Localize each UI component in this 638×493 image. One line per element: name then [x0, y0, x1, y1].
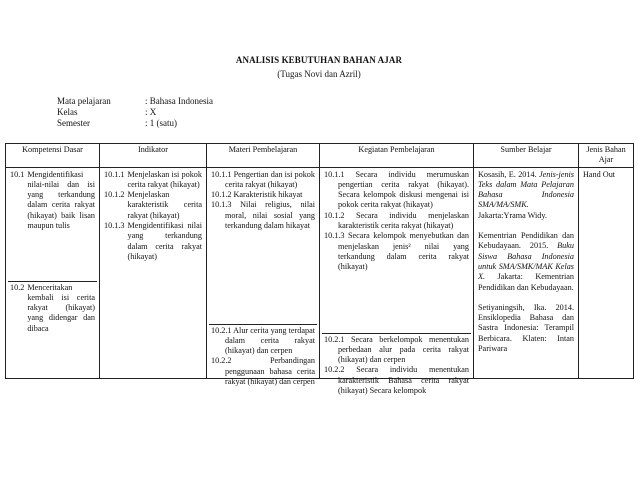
cell-jenis-bahan-ajar — [579, 167, 634, 378]
indicator-item — [104, 221, 202, 262]
subject-info — [57, 96, 213, 129]
source-publisher: Jakarta: Kementrian Pendidikan dan Kebudayaan. — [478, 272, 574, 292]
meta-value: : X — [145, 107, 157, 117]
cell-kompetensi-dasar — [6, 167, 100, 378]
kegiatan-item: 10.2.2 Secara individu menentukan karakteristik Bahasa cerita rakyat (hikayat) Secara kelompok — [324, 365, 469, 396]
materi-item: 10.2.2 Perbandingan penggunaan bahasa cerita rakyat (hikayat) dan cerpen — [211, 356, 315, 387]
source-publisher: Jakarta:Yrama Widy. — [478, 210, 548, 220]
kd-number: 10.1 — [10, 169, 25, 179]
source-title: Buku Siswa Bahasa Indonesia untuk SMA/SMK/MAK Kelas X. — [478, 241, 574, 282]
meta-label: Semester — [57, 118, 90, 128]
kd-text: Menceritakan kembali isi cerita rakyat (hikayat) yang didengar dan dibaca — [27, 282, 95, 333]
header-indikator: Indikator — [100, 144, 207, 168]
cell-kegiatan — [320, 167, 474, 396]
meta-value: : Bahasa Indonesia — [145, 96, 213, 106]
indicator-item — [104, 190, 202, 221]
indicator-number: 10.1.1 — [104, 169, 125, 179]
document-title: ANALISIS KEBUTUHAN BAHAN AJAR — [235, 55, 403, 65]
source-item — [478, 170, 574, 221]
kegiatan-item: 10.2.1 Secara berkelompok menentukan perbedaan alur pada cerita rakyat (hikayat) dan cerpen — [324, 334, 469, 365]
table-header-row — [6, 144, 634, 168]
source-item — [478, 231, 574, 293]
kegiatan-item: 10.1.2 Secara individu menjelaskan karakteristik cerita rakyat (hikayat) — [324, 210, 469, 231]
source-author: Kosasih, E. 2014. — [478, 169, 539, 179]
cell-sumber-belajar — [474, 167, 579, 378]
meta-row-class — [57, 107, 213, 118]
materi-item: 10.1.3 Nilai religius, nilai moral, nilai sosial yang terkandung dalam hikayat — [211, 200, 315, 231]
table-row — [6, 167, 634, 378]
header-kegiatan: Kegiatan Pembelajaran — [320, 144, 474, 168]
kegiatan-item: 10.1.3 Secara kelompok menyebutkan dan menjelaskan jenis² nilai yang terkandung dalam cerita rakyat (hikayat) — [324, 231, 469, 272]
meta-label: Mata pelajaran — [57, 96, 111, 106]
indicator-text: Menjelaskan isi pokok cerita rakyat (hikayat) — [127, 169, 202, 189]
materi-item: 10.2.1 Alur cerita yang terdapat dalam cerita rakyat (hikayat) dan cerpen — [211, 325, 315, 356]
source-item: Setiyaningsih, Ika. 2014. Ensiklopedia Bahasa dan Sastra Indonesia: Terampil Berbicara. Klaten: Intan Pariwara — [478, 302, 574, 354]
kd-item — [10, 170, 95, 232]
source-author: Kementrian Pendidikan dan Kebudayaan. 2015. — [478, 231, 574, 251]
indicator-text: Menjelaskan karakteristik cerita rakyat (hikayat) — [127, 190, 202, 220]
indicator-number: 10.1.3 — [104, 221, 125, 231]
cell-indikator — [100, 167, 207, 378]
meta-row-subject — [57, 96, 213, 107]
material-type: Hand Out — [583, 169, 616, 179]
kd-number: 10.2 — [10, 282, 25, 292]
meta-row-semester — [57, 118, 213, 129]
indicator-number: 10.1.2 — [104, 190, 125, 200]
materi-item: 10.1.2 Karakteristik hikayat — [211, 190, 303, 200]
materi-item: 10.1.1 Pengertian dan isi pokok cerita rakyat (hikayat) — [211, 169, 315, 189]
indicator-text: Mengidentifikasi nilai yang terkandung dalam cerita rakyat (hikayat) — [127, 221, 202, 261]
kd-item — [10, 283, 95, 334]
meta-label: Kelas — [57, 107, 78, 117]
header-jenis-bahan: Jenis Bahan Ajar — [579, 144, 634, 168]
analysis-table — [5, 143, 634, 396]
document-subtitle: (Tugas Novi dan Azril) — [277, 69, 361, 79]
header-kompetensi-dasar: Kompetensi Dasar — [6, 144, 100, 168]
cell-materi — [207, 167, 320, 387]
indicator-item — [104, 170, 202, 191]
header-materi: Materi Pembelajaran — [207, 144, 320, 168]
meta-value: : 1 (satu) — [145, 118, 177, 128]
kd-text: Mengidentifikasi nilai-nilai dan isi yang terkandung dalam cerita rakyat (hikayat) baik lisan maupun tulis — [27, 169, 95, 231]
header-sumber: Sumber Belajar — [474, 144, 579, 168]
source-title: Jenis-jenis Teks dalam Mata Pelajaran Bahasa Indonesia SMA/MA/SMK. — [478, 169, 574, 210]
kegiatan-item: 10.1.1 Secara individu merumuskan pengertian cerita rakyat (hikayat). Secara kelompok diskusi mengenai isi pokok cerita rakyat (hikayat) — [324, 169, 469, 210]
